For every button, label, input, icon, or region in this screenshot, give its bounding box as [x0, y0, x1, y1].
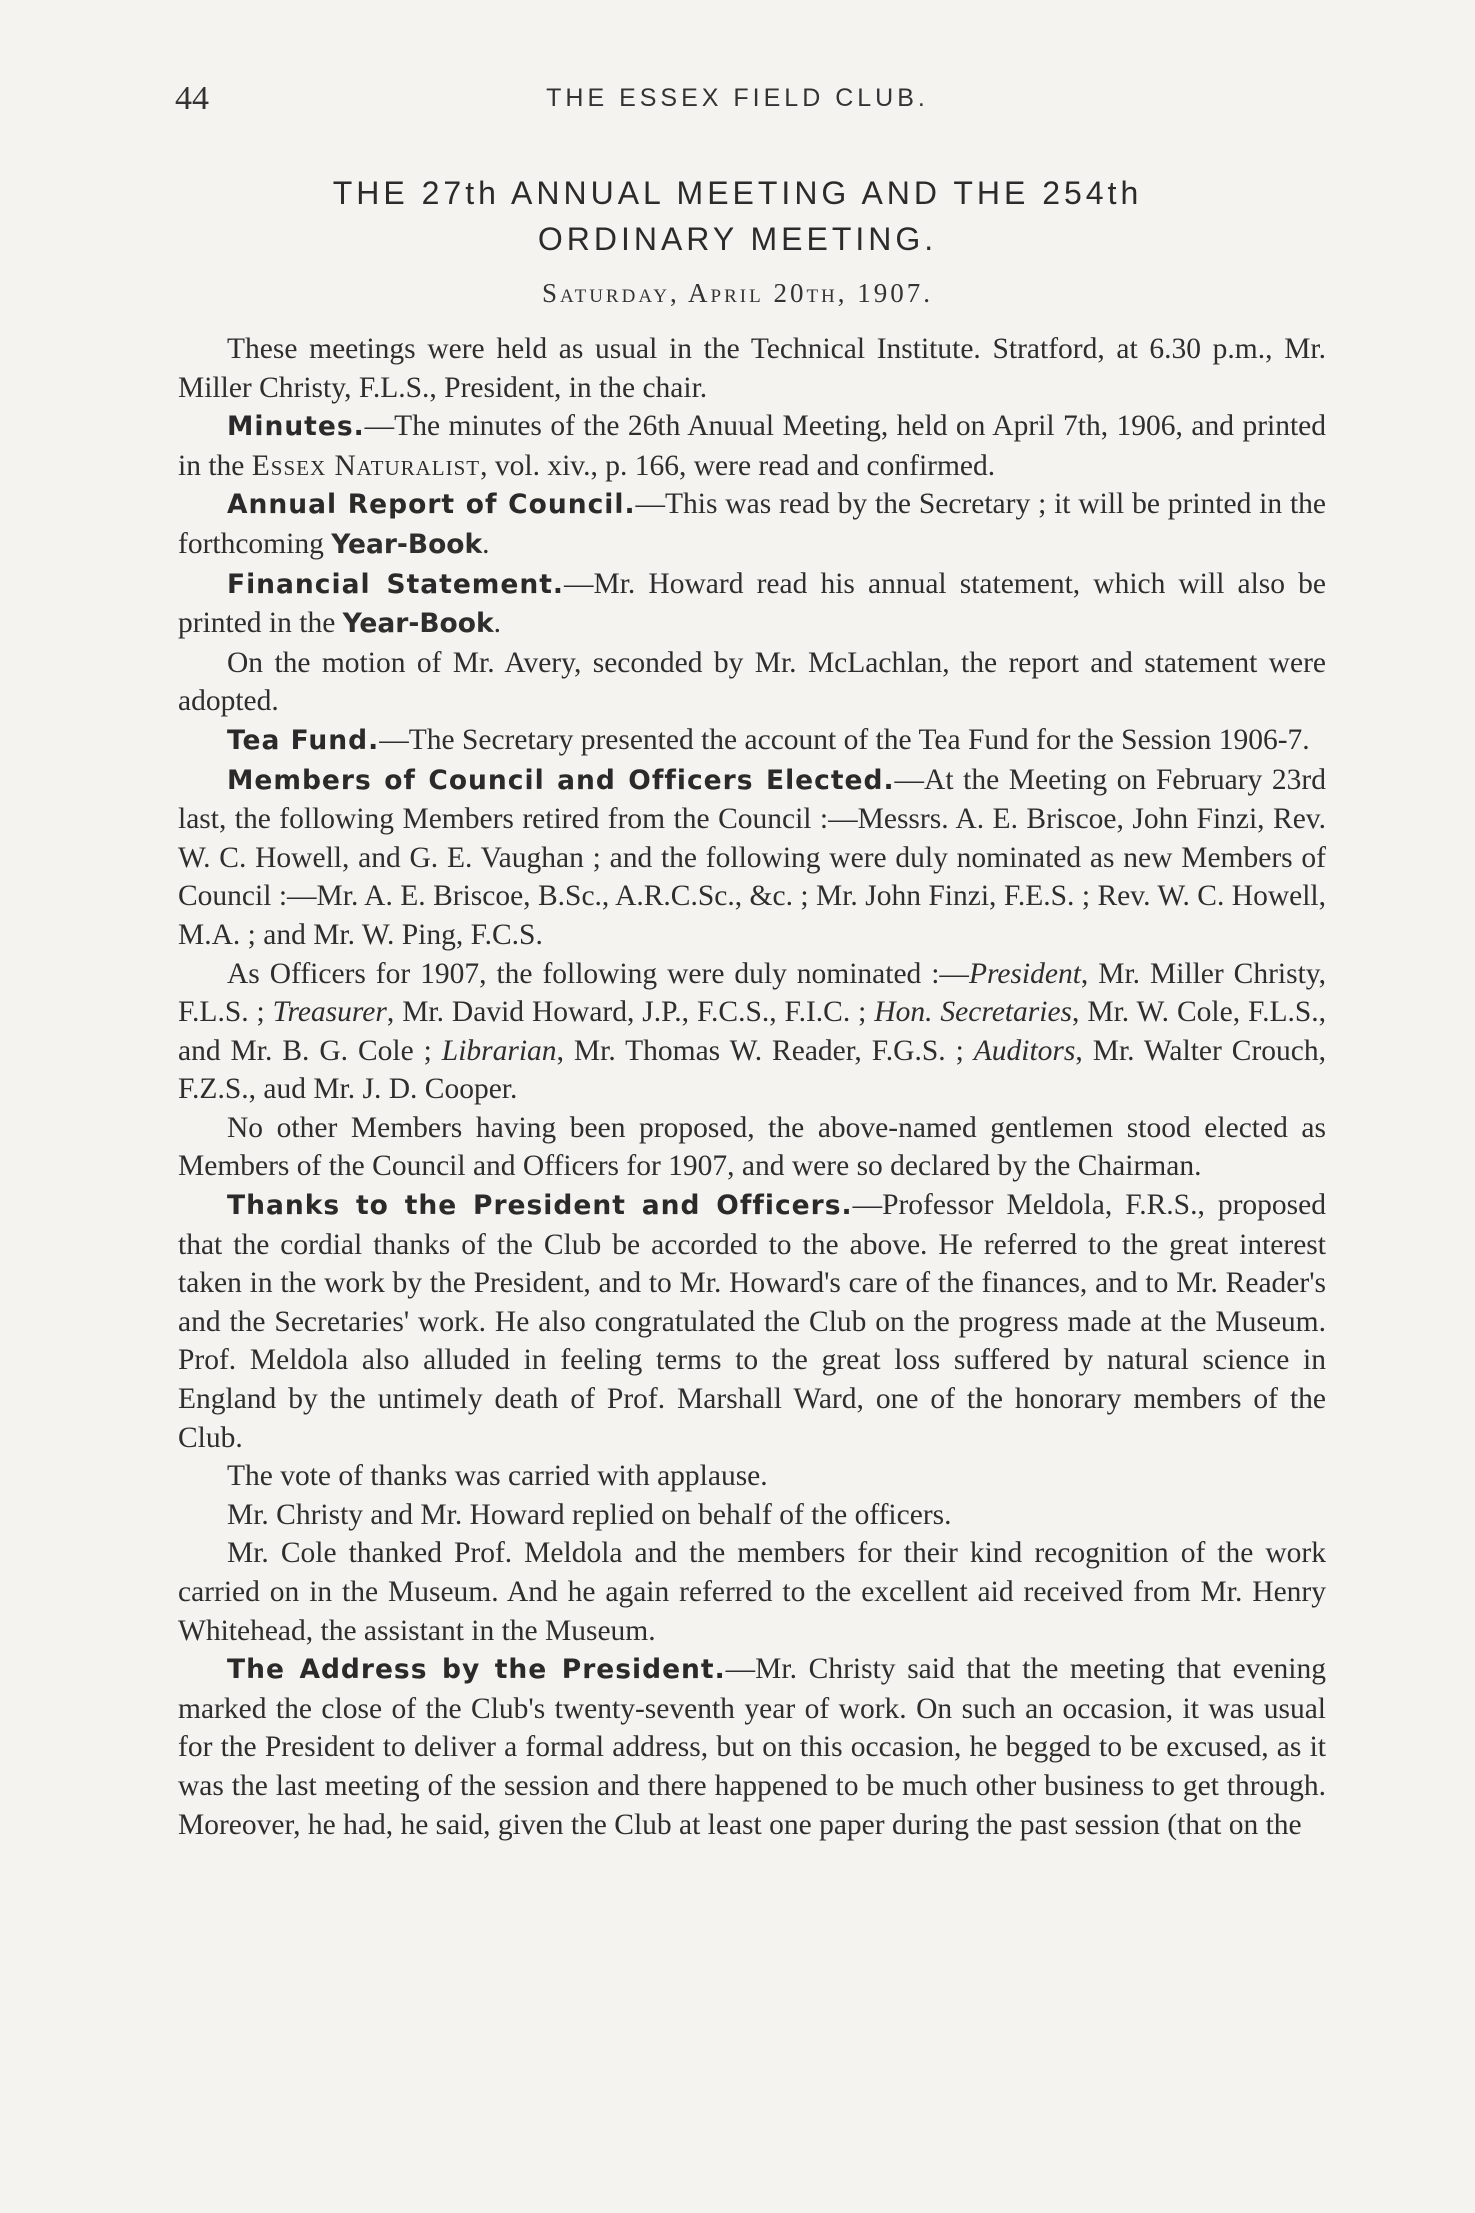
paragraph-members-elected — [178, 761, 1326, 955]
officers-text-c: , Mr. David Howard, J.P., F.C.S., F.I.C. ; — [386, 996, 875, 1029]
finance-text-b: . — [493, 607, 501, 640]
heading-minutes: Minutes. — [227, 411, 365, 443]
paragraph-intro: These meetings were held as usual in the Technical Institute. Stratford, at 6.30 p.m., Mr. Miller Christy, F.L.S., President, in the chair. — [178, 333, 1326, 404]
heading-annual-report: Annual Report of Council. — [227, 489, 636, 521]
year-book-ref: Year-Book — [331, 528, 483, 560]
thanks-text: —Professor Meldola, F.R.S., proposed that the cordial thanks of the Club be accorded to the above. He referred to the great interest taken in the work by the President, and to Mr. Howard's care of the finances, and to Mr. Reader's and the Secretaries' work. He also congratulated the Club on the progress made at the Museum. Prof. Meldola also alluded in feeling terms to the great loss suffered by natural science in England by the untimely death of Prof. Marshall Ward, one of the honorary members of the Club. — [178, 1189, 1326, 1454]
page-number: 44 — [175, 80, 209, 117]
year-book-ref: Year-Book — [342, 608, 494, 640]
paragraph-replied: Mr. Christy and Mr. Howard replied on behalf of the officers. — [227, 1498, 952, 1531]
officers-text-b: , Mr. Miller Christy, F.L.S. ; — [178, 957, 1326, 1029]
tea-fund-text: —The Secretary presented the account of the Tea Fund for the Session 1906-7. — [379, 723, 1310, 756]
officers-text-f: , Mr. Walter Crouch, F.Z.S., aud Mr. J. D. Cooper. — [178, 1034, 1326, 1106]
paragraph-tea-fund — [178, 721, 1326, 761]
office-treasurer: Treasurer — [272, 996, 387, 1029]
paragraph-elected: No other Members having been proposed, the above-named gentlemen stood elected as Members of the Council and Officers for 1907, and were so declared by the Chairman. — [178, 1111, 1326, 1183]
minutes-text-a: —The minutes of the 26th Anuual Meeting, held on April 7th, 1906, and printed in the — [178, 410, 1326, 482]
report-text-b: . — [482, 527, 490, 560]
journal-name: Essex Naturalist — [251, 449, 481, 482]
officers-text-d: , Mr. W. Cole, F.L.S., and Mr. B. G. Cole ; — [178, 996, 1327, 1067]
minutes-text-b: , vol. xiv., p. 166, were read and confirmed. — [480, 449, 996, 482]
officers-text-a: As Officers for 1907, the following were duly nominated :— — [227, 957, 969, 990]
meeting-date: Saturday, April 20th, 1907. — [541, 278, 934, 308]
paragraph-financial-statement — [178, 565, 1326, 644]
heading-tea-fund: Tea Fund. — [227, 724, 380, 756]
heading-address: The Address by the President. — [227, 1654, 726, 1686]
running-title: THE ESSEX FIELD CLUB. — [546, 84, 929, 112]
title-line-1: THE 27th ANNUAL MEETING AND THE 254th — [332, 175, 1143, 211]
paragraph-minutes — [178, 407, 1326, 485]
paragraph-annual-report — [178, 485, 1326, 564]
office-secretaries: Hon. Secretaries — [874, 996, 1073, 1029]
members-elected-text: —At the Meeting on February 23rd last, the following Members retired from the Council :—Messrs. A. E. Briscoe, John Finzi, Rev. W. C. Howell, and G. E. Vaughan ; and the following were duly nominated as new Members of Council :—Mr. A. E. Briscoe, B.Sc., A.R.C.Sc., &c. ; Mr. John Finzi, F.E.S. ; Rev. W. C. Howell, M.A. ; and Mr. W. Ping, F.C.S. — [178, 763, 1326, 951]
office-librarian: Librarian — [441, 1034, 557, 1067]
finance-text-a: —Mr. Howard read his annual statement, which will also be printed in the — [178, 567, 1326, 640]
heading-thanks: Thanks to the President and Officers. — [227, 1190, 853, 1222]
report-text-a: —This was read by the Secretary ; it will be printed in the forthcoming — [178, 488, 1326, 560]
paragraph-address — [178, 1650, 1326, 1844]
article-title — [150, 170, 1325, 262]
office-auditors: Auditors — [973, 1034, 1076, 1067]
paragraph-thanks — [178, 1186, 1326, 1457]
paragraph-motion: On the motion of Mr. Avery, seconded by Mr. McLachlan, the report and statement were adopted. — [178, 646, 1326, 718]
paragraph-officers — [178, 955, 1326, 1109]
heading-members-elected: Members of Council and Officers Elected. — [227, 764, 895, 796]
title-line-2: ORDINARY MEETING. — [537, 221, 938, 257]
officers-text-e: , Mr. Thomas W. Reader, F.G.S. ; — [556, 1034, 974, 1067]
address-text: —Mr. Christy said that the meeting that evening marked the close of the Club's twenty-seventh year of work. On such an occasion, it was usual for the President to deliver a formal address, but on this occasion, he begged to be excused, as it was the last meeting of the session and there happened to be much other business to get through. Moreover, he had, he said, given the Club at least one paper during the past session (that on the — [178, 1653, 1326, 1841]
office-president: President — [968, 957, 1081, 990]
article-body — [178, 330, 1326, 1844]
paragraph-vote: The vote of thanks was carried with applause. — [227, 1460, 768, 1493]
heading-financial-statement: Financial Statement. — [227, 568, 564, 600]
paragraph-cole: Mr. Cole thanked Prof. Meldola and the members for their kind recognition of the work carried on in the Museum. And he again referred to the excellent aid received from Mr. Henry Whitehead, the assistant in the Museum. — [178, 1537, 1326, 1647]
